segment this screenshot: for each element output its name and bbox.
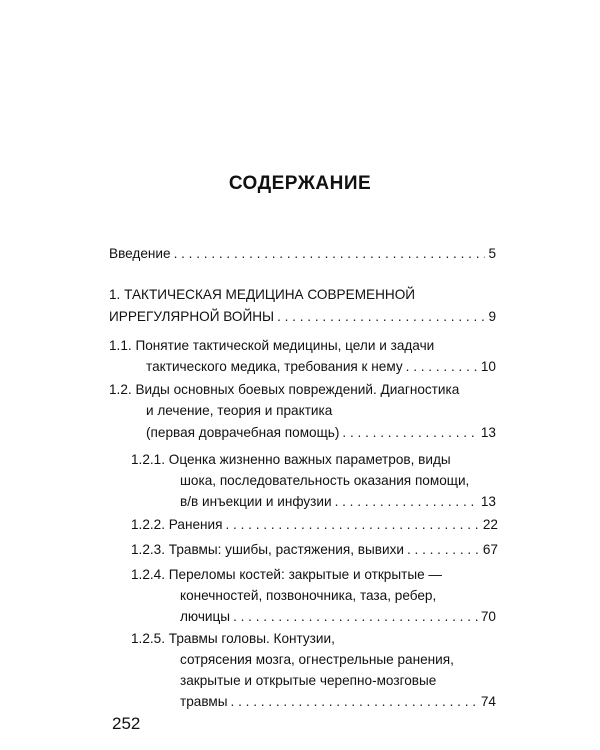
toc-entry-line: 1.2.1. Оценка жизненно важных параметров, виды: [131, 452, 451, 467]
toc-entry-subsection-1-2-3[interactable]: [131, 541, 498, 559]
toc-entry-line: и лечение, теория и практика: [146, 403, 333, 418]
toc-entry-line: шока, последовательность оказания помощи,: [180, 473, 470, 488]
dot-leader: [174, 245, 486, 263]
toc-entry-line: закрытые и открытые черепно-мозговые: [180, 673, 437, 688]
toc-entry-text: лючицы: [180, 609, 231, 624]
toc-entry-text: (первая доврачебная помощь): [146, 425, 340, 440]
page-number: 252: [112, 714, 141, 733]
toc-entry-line: 1.2.4. Переломы костей: закрытые и открытые —: [131, 567, 443, 582]
toc-page-number: 13: [480, 425, 496, 440]
dot-leader: [231, 693, 478, 711]
toc-entry-line: 1.2. Виды основных боевых повреждений. Диагностика: [109, 382, 460, 397]
toc-entry-chapter-1[interactable]: [109, 308, 496, 326]
dot-leader: [233, 608, 478, 626]
toc-entry-section-1-1[interactable]: [146, 358, 496, 376]
toc-entry-line: 1. ТАКТИЧЕСКАЯ МЕДИЦИНА СОВРЕМЕННОЙ: [109, 287, 416, 302]
page-title: СОДЕРЖАНИЕ: [228, 173, 372, 194]
toc-entry-text: травмы: [180, 694, 228, 709]
dot-leader: [406, 358, 478, 376]
toc-entry-text: тактического медика, требования к нему: [146, 359, 403, 374]
dot-leader: [342, 424, 477, 442]
toc-page-number: 9: [488, 309, 496, 324]
toc-entry-text: 1.2.3. Травмы: ушибы, растяжения, вывихи: [131, 542, 404, 557]
toc-entry-text: Введение: [109, 246, 171, 261]
toc-page-number: 70: [480, 609, 496, 624]
toc-page-number: 10: [480, 359, 496, 374]
toc-page-number: 5: [488, 246, 496, 261]
toc-entry-section-1-2[interactable]: [146, 424, 496, 442]
toc-entry-subsection-1-2-2[interactable]: [131, 516, 498, 534]
dot-leader: [226, 516, 480, 534]
dot-leader: [407, 541, 480, 559]
toc-entry-line: конечностей, позвоночника, таза, ребер,: [180, 588, 437, 603]
toc-page-number: 22: [482, 517, 498, 532]
toc-entry-text: в/в инъекции и инфузии: [180, 494, 332, 509]
toc-entry-text: 1.2.2. Ранения: [131, 517, 223, 532]
toc-entry-line: сотрясения мозга, огнестрельные ранения,: [180, 652, 454, 667]
toc-page-number: 67: [482, 542, 498, 557]
toc-entry-subsection-1-2-5[interactable]: [180, 693, 496, 711]
toc-page-number: 74: [480, 694, 496, 709]
toc-entry-line: 1.1. Понятие тактической медицины, цели и задачи: [109, 338, 435, 353]
dot-leader: [335, 493, 478, 511]
toc-entry-subsection-1-2-1[interactable]: [180, 493, 496, 511]
toc-entry-introduction[interactable]: [109, 245, 496, 263]
dot-leader: [277, 308, 485, 326]
toc-entry-subsection-1-2-4[interactable]: [180, 608, 496, 626]
toc-entry-text: ИРРЕГУЛЯРНОЙ ВОЙНЫ: [109, 309, 275, 324]
toc-page-number: 13: [480, 494, 496, 509]
toc-entry-line: 1.2.5. Травмы головы. Контузии,: [131, 631, 335, 646]
